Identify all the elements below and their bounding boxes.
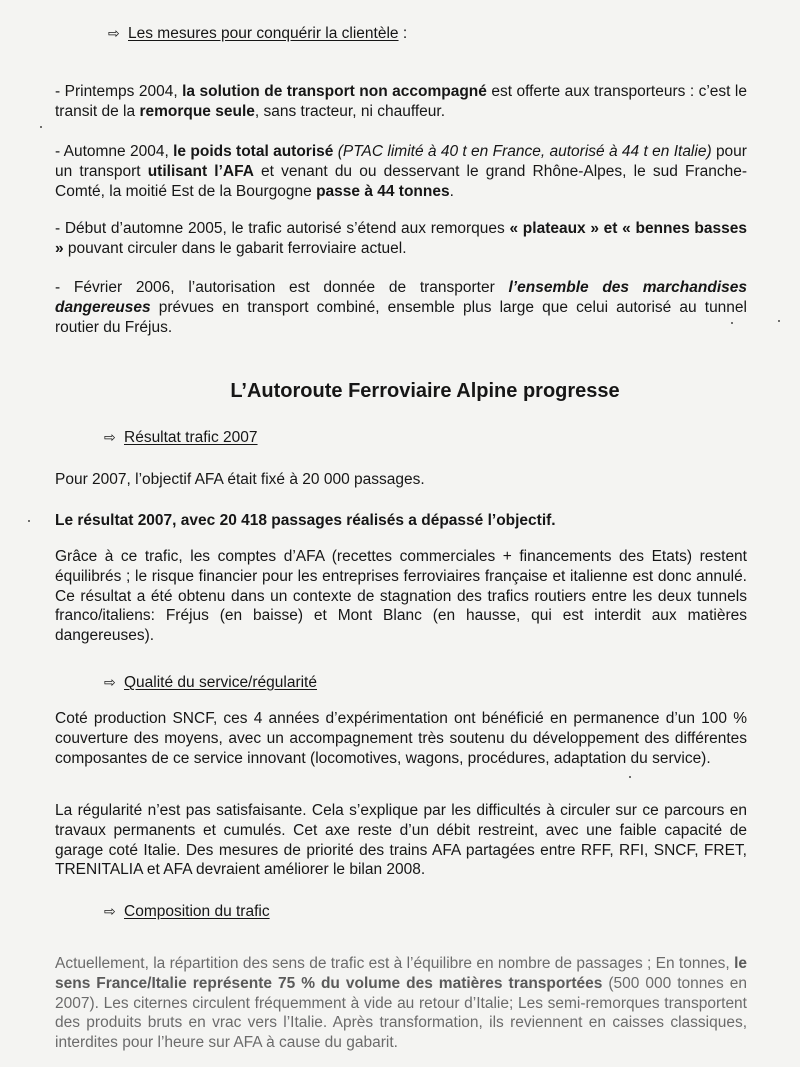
scan-speck — [629, 776, 631, 778]
paragraph-accounts: Grâce à ce trafic, les comptes d’AFA (recettes commerciales + financements des Etats) restent équilibrés ; le risque financier pour les entreprises ferroviaires française et italienne est donc annulé. Ce résultat a été obtenu dans un contexte de stagnation des trafics routiers entre les deux tunnels franco/italiens: Fréjus (en baisse) et Mont Blanc (en hausse, qui est interdit aux matières dangereuses). — [55, 548, 747, 645]
page-title: L’Autoroute Ferroviaire Alpine progresse — [230, 380, 620, 402]
paragraph-autumn-2004: - Automne 2004, le poids total autorisé (PTAC limité à 40 t en France, autorisé à 44 t en Italie) pour un transport utilisant l’AFA et venant du ou desservant le grand Rhône-Alpes, le sud Franche-Comté, la moitié Est de la Bourgogne passe à 44 tonnes. — [55, 143, 747, 200]
paragraph-spring-2004: - Printemps 2004, la solution de transport non accompagné est offerte aux transporteurs : c’est le transit de la remorque seule, sans tracteur, ni chauffeur. — [55, 83, 747, 120]
paragraph-result: Le résultat 2007, avec 20 418 passages réalisés a dépassé l’objectif. — [55, 512, 556, 529]
arrow-right-icon: ⇨ — [104, 674, 116, 690]
paragraph-objective: Pour 2007, l’objectif AFA était fixé à 20 000 passages. — [55, 471, 425, 488]
scan-speck — [778, 320, 780, 322]
scan-speck — [40, 126, 42, 128]
arrow-right-icon: ⇨ — [104, 903, 116, 919]
paragraph-regularity: La régularité n’est pas satisfaisante. Cela s’explique par les difficultés à circuler sur ce parcours en travaux permanents et cumulés. Cet axe reste d’un débit restreint, avec une faible capacité de garage coté Italie. Des mesures de priorité des trains AFA partagées entre RFF, RFI, SNCF, FRET, TRENITALIA et AFA devraient améliorer le bilan 2008. — [55, 802, 747, 879]
arrow-right-icon: ⇨ — [108, 25, 120, 41]
paragraph-composition: Actuellement, la répartition des sens de trafic est à l’équilibre en nombre de passages ; En tonnes, le sens France/Italie représente 75 % du volume des matières transportées (500 000 tonnes en 2007). Les citernes circulent fréquemment à vide au retour d’Italie; Les semi-remorques transportent des produits bruts en vrac vers l’Italie. Après transformation, ils reviennent en caisses classiques, interdites pour l’heure sur AFA à cause du gabarit. — [55, 955, 747, 1052]
section-heading-result: ⇨ Résultat trafic 2007 — [104, 429, 258, 446]
scan-speck — [731, 322, 733, 324]
scan-speck — [28, 520, 30, 522]
section-heading-composition: ⇨ Composition du trafic — [104, 903, 270, 920]
paragraph-autumn-2005: - Début d’automne 2005, le trafic autorisé s’étend aux remorques « plateaux » et « bennes basses » pouvant circuler dans le gabarit ferroviaire actuel. — [55, 220, 748, 257]
section-heading-quality: ⇨ Qualité du service/régularité — [104, 674, 317, 691]
paragraph-february-2006: - Février 2006, l’autorisation est donnée de transporter l’ensemble des marchandises dangereuses prévues en transport combiné, ensemble plus large que celui autorisé au tunnel routier du Fréjus. — [55, 279, 747, 336]
section-heading-measures: ⇨ Les mesures pour conquérir la clientèle : — [108, 25, 408, 42]
arrow-right-icon: ⇨ — [104, 429, 116, 445]
paragraph-production: Coté production SNCF, ces 4 années d’expérimentation ont bénéficié en permanence d’un 100 % couverture des moyens, avec un accompagnement très soutenu du développement des différentes composantes de ce service innovant (locomotives, wagons, procédures, adaptation du service). — [55, 710, 747, 767]
